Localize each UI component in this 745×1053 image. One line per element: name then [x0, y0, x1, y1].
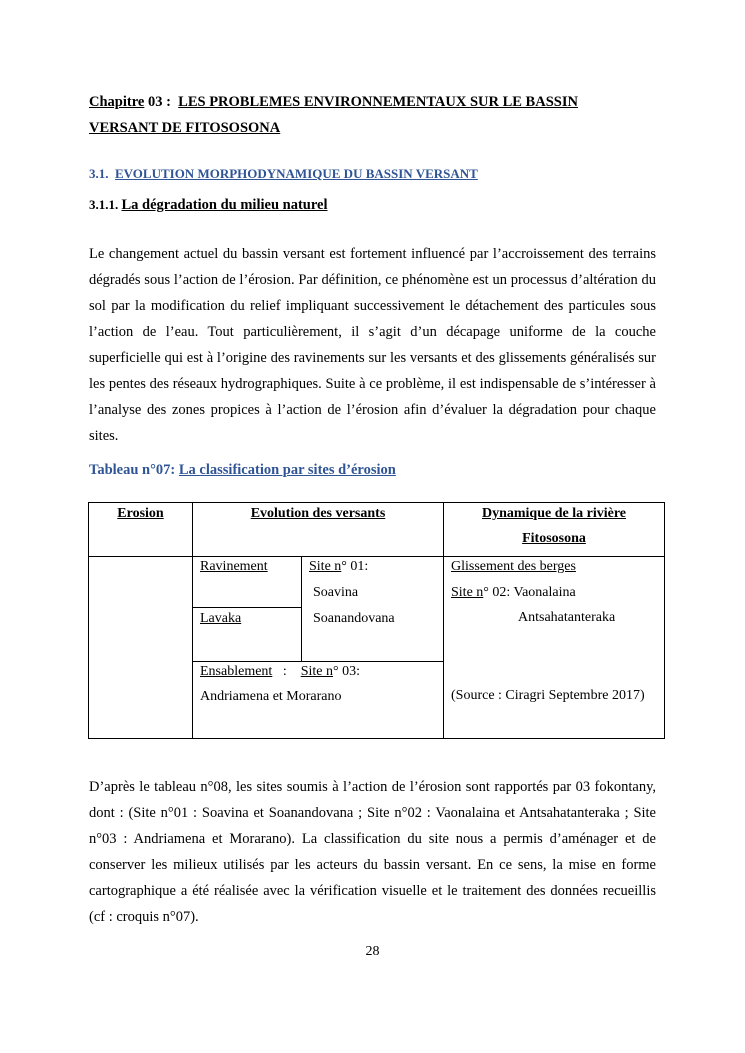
cell-source: (Source : Ciragri Septembre 2017)	[451, 688, 645, 703]
paragraph-1: Le changement actuel du bassin versant est fortement influencé par l’accroissement des terrains dégradés sous l’action de l’érosion. Par définition, ce phénomène est un processus d’altération du sol par la modification du relief impliquant successivement le détachement des particules sous l’action de l’eau. Tout particulièrement, il s’agit d’un décapage uniforme de la couche superficielle qui est à l’origine des ravinements sur les versants et des glissements généralisés sur les pentes des réseaux hydrographiques. Suite à ce problème, il est indispensable de s’intéresser à l’analyse des zones propices à l’action de l’érosion afin d’évaluer la dégradation pour chaque sites.	[89, 246, 656, 444]
table-vline-3	[301, 556, 302, 661]
header-evolution-versants: Evolution des versants	[250, 506, 386, 521]
cell-site2-antsahatanteraka: Antsahatanteraka	[518, 610, 616, 625]
header-dynamique-riviere: Dynamique de la rivière	[481, 506, 626, 521]
cell-site1-soavina: Soavina	[313, 585, 359, 600]
chapter-number: 03 :	[147, 94, 171, 110]
site1-label: Site n	[309, 559, 342, 574]
cell-glissement-berges: Glissement des berges	[451, 559, 576, 574]
chapter-title-line1: LES PROBLEMES ENVIRONNEMENTAUX SUR LE BASSIN	[178, 94, 578, 110]
ensablement-label: Ensablement	[200, 664, 273, 679]
ensablement-colon: :	[282, 664, 287, 679]
header-erosion: Erosion	[117, 506, 164, 521]
cell-ensablement	[200, 659, 360, 684]
table-vline-1	[192, 503, 193, 738]
table-hline-header	[89, 556, 664, 557]
chapter-label: Chapitre	[89, 94, 145, 110]
section-title: EVOLUTION MORPHODYNAMIQUE DU BASSIN VERSANT	[115, 166, 478, 181]
section-number: 3.1.	[89, 166, 109, 181]
cell-ravinement: Ravinement	[200, 559, 268, 574]
header-fitososona: Fitososona	[522, 531, 586, 546]
cell-site1	[309, 554, 368, 579]
subsection-title: La dégradation du milieu naturel	[121, 197, 328, 213]
table-caption-label: Tableau n°07:	[89, 462, 176, 478]
site1-rest: ° 01:	[341, 559, 369, 574]
paragraph-2: D’après le tableau n°08, les sites soumis à l’action de l’érosion sont rapportés par 03 fokontany, dont : (Site n°01 : Soavina et Soanandovana ; Site n°02 : Vaonalaina et Antsahatanteraka ; Site n°03 : Andriamena et Morarano). La classification du site nous a permis d’aménager et de conserver les milieux utilisés par les acteurs du bassin versant. En ce sens, la mise en forme cartographique a été réalisée avec la vérification visuelle et le traitement des données recueillis (cf : croquis n°07).	[89, 779, 656, 925]
chapter-title-line2: VERSANT DE FITOSOSONA	[89, 120, 281, 136]
site2-label: Site n	[451, 585, 484, 600]
cell-site3-places: Andriamena et Morarano	[200, 689, 342, 704]
site3-rest: ° 03:	[332, 664, 360, 679]
site3-label: Site n	[300, 664, 333, 679]
table-caption-title: La classification par sites d’érosion	[178, 462, 396, 478]
subsection-number: 3.1.1.	[89, 197, 119, 212]
cell-lavaka: Lavaka	[200, 611, 242, 626]
chapter-heading	[89, 89, 659, 141]
section-heading	[89, 166, 478, 182]
page-number: 28	[365, 944, 380, 959]
subsection-heading	[89, 197, 327, 214]
cell-site2	[451, 580, 576, 605]
cell-site1-soanandovana: Soanandovana	[313, 611, 395, 626]
classification-table	[88, 502, 665, 739]
site2-rest: ° 02: Vaonalaina	[483, 585, 576, 600]
table-caption	[89, 462, 396, 479]
